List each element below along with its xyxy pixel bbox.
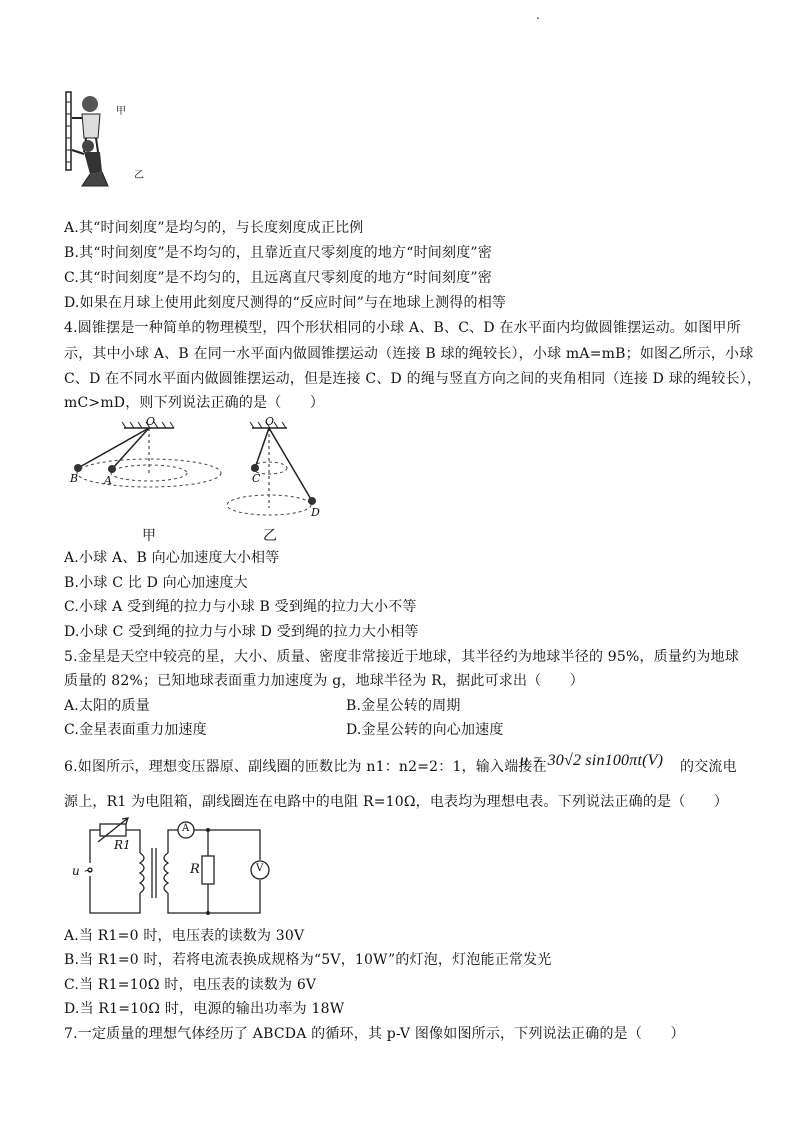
label-B: B bbox=[70, 472, 79, 485]
q4-option-b: B.小球 C 比 D 向心加速度大 bbox=[64, 575, 248, 591]
q5-option-a: A.太阳的质量 bbox=[64, 698, 150, 714]
q4-option-c: C.小球 A 受到绳的拉力与小球 B 受到绳的拉力大小不等 bbox=[64, 599, 417, 615]
q6-stem-line-2: 源上，R1 为电阻箱，副线圈连在电路中的电阻 R=10Ω，电表均为理想电表。下列说法正确的是（ ） bbox=[64, 794, 729, 810]
q7-stem: 7.一定质量的理想气体经历了 ABCDA 的循环，其 p-V 图像如图所示，下列说法正确的是（ ） bbox=[64, 1026, 685, 1042]
q4-stem-line-3: C、D 在不同水平面内做圆锥摆运动，但是连接 C、D 的绳与竖直方向之间的夹角相同（连接 D 球的绳较长）， bbox=[64, 371, 762, 387]
q6-option-a: A.当 R1=0 时，电压表的读数为 30V bbox=[64, 928, 305, 944]
q6-option-c: C.当 R1=10Ω 时，电压表的读数为 6V bbox=[64, 977, 317, 993]
header-mark: . bbox=[536, 8, 540, 22]
caption-yi: 乙 bbox=[263, 528, 277, 544]
label-D: D bbox=[311, 506, 320, 519]
q4-option-d: D.小球 C 受到绳的拉力与小球 D 受到绳的拉力大小相等 bbox=[64, 624, 419, 640]
ruler-reaction-figure bbox=[60, 88, 160, 193]
transformer-circuit-figure bbox=[70, 818, 270, 918]
label-O-yi: O bbox=[265, 415, 275, 428]
q5-option-b: B.金星公转的周期 bbox=[346, 698, 461, 714]
q4-stem-line-1: 4.圆锥摆是一种简单的物理模型，四个形状相同的小球 A、B、C、D 在水平面内均做圆锥摆运动。如图甲所 bbox=[64, 320, 741, 336]
q5-option-c: C.金星表面重力加速度 bbox=[64, 722, 207, 738]
q6-option-b: B.当 R1=0 时，若将电流表换成规格为“5V，10W”的灯泡，灯泡能正常发光 bbox=[64, 952, 552, 968]
q6-option-d: D.当 R1=10Ω 时，电源的输出功率为 18W bbox=[64, 1001, 345, 1017]
q4-stem-line-2: 示，其中小球 A、B 在同一水平面内做圆锥摆运动（连接 B 球的绳较长），小球 mA=mB；如图乙所示，小球 bbox=[64, 346, 754, 362]
q3-option-a: A.其“时间刻度”是均匀的，与长度刻度成正比例 bbox=[64, 220, 364, 236]
q3-option-d: D.如果在月球上使用此刻度尺测得的“反应时间”与在地球上测得的相等 bbox=[64, 295, 507, 311]
label-A: A bbox=[104, 474, 112, 487]
q4-option-a: A.小球 A、B 向心加速度大小相等 bbox=[64, 550, 280, 566]
label-R: R bbox=[190, 862, 200, 877]
figure-label-yi: 乙 bbox=[134, 170, 144, 181]
q5-stem-line-2: 质量的 82%；已知地球表面重力加速度为 g，地球半径为 R，据此可求出（ ） bbox=[64, 673, 584, 689]
q6-formula: u = 30√2 sin100πt(V) bbox=[520, 752, 664, 769]
label-u: u ~ bbox=[72, 864, 94, 878]
q3-option-b: B.其“时间刻度”是不均匀的，且靠近直尺零刻度的地方“时间刻度”密 bbox=[64, 245, 492, 261]
label-R1: R1 bbox=[114, 838, 131, 852]
label-O-jia: O bbox=[146, 415, 156, 428]
caption-jia: 甲 bbox=[142, 528, 156, 544]
label-ammeter: A bbox=[182, 823, 190, 834]
q3-option-c: C.其“时间刻度”是不均匀的，且远离直尺零刻度的地方“时间刻度”密 bbox=[64, 270, 492, 286]
label-C: C bbox=[252, 472, 261, 485]
q6-stem-part-b: 的交流电 bbox=[680, 759, 737, 775]
q5-stem-line-1: 5.金星是天空中较亮的星，大小、质量、密度非常接近于地球，其半径约为地球半径的 95%，质量约为地球 bbox=[64, 649, 739, 665]
q6-stem-part-a: 6.如图所示，理想变压器原、副线圈的匝数比为 n1：n2=2：1，输入端接在 bbox=[64, 759, 547, 775]
label-voltmeter: V bbox=[256, 863, 264, 874]
figure-label-jia: 甲 bbox=[116, 106, 126, 117]
conical-pendulum-figure-jia bbox=[64, 418, 209, 518]
q4-stem-line-4: mC>mD，则下列说法正确的是（ ） bbox=[64, 395, 325, 411]
q5-option-d: D.金星公转的向心加速度 bbox=[346, 722, 504, 738]
